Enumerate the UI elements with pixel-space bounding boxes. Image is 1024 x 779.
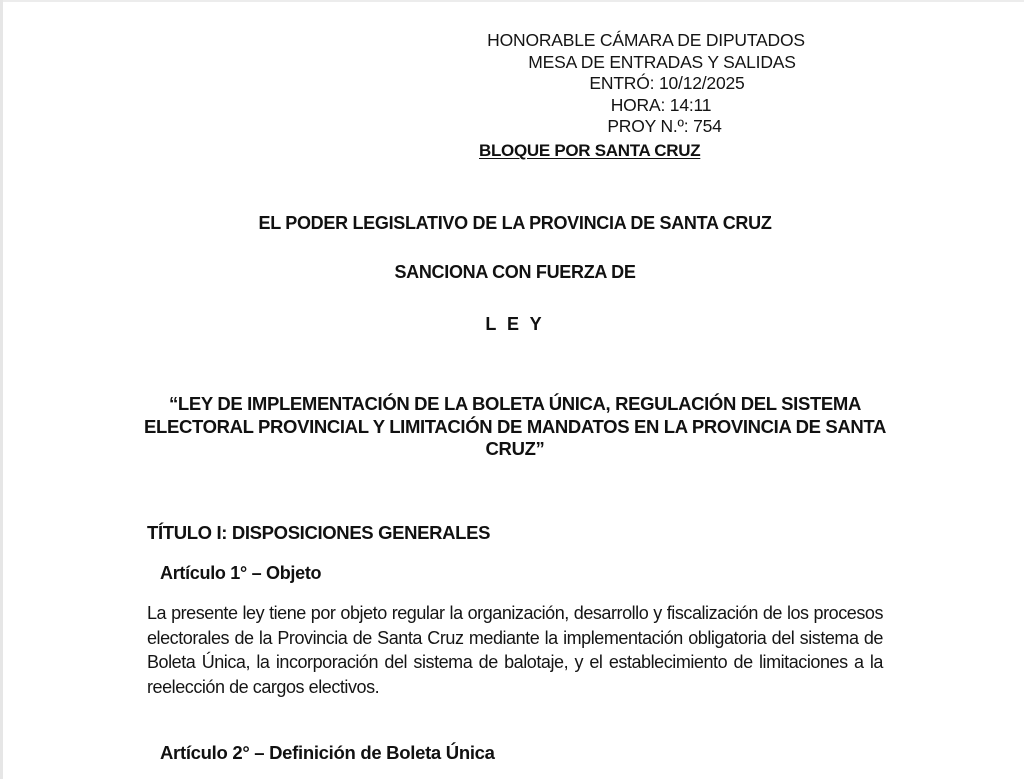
- bloc-name: BLOQUE POR SANTA CRUZ: [479, 141, 701, 160]
- law-word-heading: L E Y: [485, 314, 545, 334]
- page-left-edge: [0, 0, 3, 779]
- page-top-edge: [0, 0, 1024, 2]
- stamp-office: MESA DE ENTRADAS Y SALIDAS: [528, 51, 796, 72]
- enactment-formula: SANCIONA CON FUERZA DE: [394, 262, 636, 282]
- stamp-entry-date: ENTRÓ: 10/12/2025: [589, 73, 745, 93]
- stamp-entry-time: HORA: 14:11: [610, 94, 712, 115]
- law-title: “LEY DE IMPLEMENTACIÓN DE LA BOLETA ÚNICA, REGULACIÓN DEL SISTEMA ELECTORAL PROVINCIAL Y LIMITACIÓN DE MANDATOS EN LA PROVINCIA DE SANTA CRUZ”: [144, 393, 886, 459]
- article-1-text: La presente ley tiene por objeto regular la organización, desarrollo y fiscalización de los procesos electorales de la Provincia de Santa Cruz mediante la implementación obligatoria del sistema de Boleta Única, la incorporación del sistema de balotaje, y el establecimiento de limitaciones a la reelección de cargos electivos.: [147, 603, 883, 697]
- stamp-project-number: PROY N.º: 754: [607, 116, 722, 136]
- legislative-authority-heading: EL PODER LEGISLATIVO DE LA PROVINCIA DE SANTA CRUZ: [258, 213, 772, 233]
- article-1-heading: Artículo 1° – Objeto: [160, 563, 322, 583]
- section-title: TÍTULO I: DISPOSICIONES GENERALES: [147, 522, 491, 543]
- stamp-chamber: HONORABLE CÁMARA DE DIPUTADOS: [487, 30, 805, 50]
- article-2-heading: Artículo 2° – Definición de Boleta Única: [160, 742, 495, 763]
- reception-stamp: [440, 30, 852, 138]
